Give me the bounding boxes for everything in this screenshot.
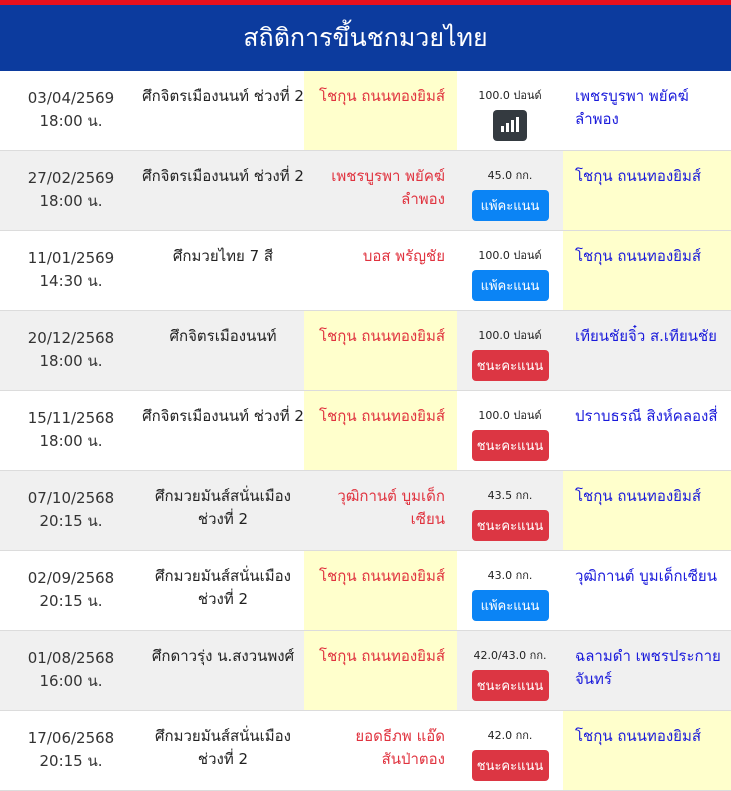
fight-result	[457, 711, 563, 790]
time-text: 18:00 น.	[39, 352, 103, 370]
page-title: สถิติการขึ้นชกมวยไทย	[243, 23, 488, 52]
blue-corner-fighter[interactable]: เทียนชัยจิ๋ว ส.เทียนชัย	[575, 327, 717, 345]
result-badge[interactable]: แพ้คะแนน	[472, 270, 549, 301]
fight-row	[0, 151, 731, 231]
event-name: ศึกจิตรเมืองนนท์ ช่วงที่ 2	[142, 407, 304, 425]
fight-date	[0, 231, 142, 310]
red-corner-fighter[interactable]: ยอดธีภพ แอ๊ดสันป่าตอง	[355, 727, 445, 768]
result-badge[interactable]: ชนะคะแนน	[472, 750, 549, 781]
fight-row	[0, 631, 731, 711]
result-badge[interactable]: ชนะคะแนน	[472, 430, 549, 461]
weight-class: 43.0 กก.	[487, 569, 533, 582]
date-text: 27/02/2569	[27, 169, 115, 187]
fight-date	[0, 551, 142, 630]
fight-result	[457, 551, 563, 630]
event-name: ศึกจิตรเมืองนนท์	[169, 327, 277, 345]
red-corner-fighter[interactable]: โชกุน ถนนทองยิมส์	[304, 551, 457, 630]
fight-row	[0, 391, 731, 471]
time-text: 20:15 น.	[39, 752, 103, 770]
fight-date	[0, 391, 142, 470]
fight-date	[0, 711, 142, 790]
red-corner-fighter[interactable]: โชกุน ถนนทองยิมส์	[304, 631, 457, 710]
fight-result	[457, 391, 563, 470]
event-name: ศึกมวยมันส์สนั่นเมือง ช่วงที่ 2	[154, 487, 291, 528]
time-text: 18:00 น.	[39, 192, 103, 210]
fight-result	[457, 151, 563, 230]
date-text: 02/09/2568	[27, 569, 115, 587]
time-text: 20:15 น.	[39, 512, 103, 530]
red-corner-fighter[interactable]: โชกุน ถนนทองยิมส์	[304, 391, 457, 470]
event-name: ศึกมวยมันส์สนั่นเมือง ช่วงที่ 2	[154, 567, 291, 608]
fight-row	[0, 471, 731, 551]
event-name: ศึกมวยไทย 7 สี	[172, 247, 274, 265]
blue-corner-fighter[interactable]: ปราบธรณี สิงห์คลองสี่	[575, 407, 718, 425]
fight-result	[457, 231, 563, 310]
weight-class: 42.0 กก.	[487, 729, 533, 742]
time-text: 20:15 น.	[39, 592, 103, 610]
blue-corner-fighter[interactable]: โชกุน ถนนทองยิมส์	[563, 471, 731, 550]
fight-row	[0, 311, 731, 391]
red-corner-fighter[interactable]: โชกุน ถนนทองยิมส์	[304, 71, 457, 150]
fight-date	[0, 71, 142, 150]
date-text: 15/11/2568	[27, 409, 115, 427]
blue-corner-fighter[interactable]: ฉลามดำ เพชรประกายจันทร์	[575, 647, 721, 688]
red-corner-fighter[interactable]: โชกุน ถนนทองยิมส์	[304, 311, 457, 390]
result-badge[interactable]: ชนะคะแนน	[472, 510, 549, 541]
weight-class: 45.0 กก.	[487, 169, 533, 182]
fight-date	[0, 151, 142, 230]
date-text: 07/10/2568	[27, 489, 115, 507]
fight-result	[457, 631, 563, 710]
event-name: ศึกจิตรเมืองนนท์ ช่วงที่ 2	[142, 87, 304, 105]
date-text: 20/12/2568	[27, 329, 115, 347]
fight-row	[0, 231, 731, 311]
blue-corner-fighter[interactable]: โชกุน ถนนทองยิมส์	[563, 151, 731, 230]
weight-class: 100.0 ปอนด์	[478, 329, 542, 342]
event-name: ศึกดาวรุ่ง น.สงวนพงศ์	[151, 647, 295, 665]
fight-history-table	[0, 71, 731, 791]
time-text: 18:00 น.	[39, 112, 103, 130]
result-badge[interactable]: ชนะคะแนน	[472, 670, 549, 701]
result-badge[interactable]: แพ้คะแนน	[472, 590, 549, 621]
fight-row	[0, 551, 731, 631]
weight-class: 100.0 ปอนด์	[478, 409, 542, 422]
fight-result	[457, 311, 563, 390]
weight-class: 42.0/43.0 กก.	[473, 649, 547, 662]
time-text: 16:00 น.	[39, 672, 103, 690]
date-text: 17/06/2568	[27, 729, 115, 747]
blue-corner-fighter[interactable]: โชกุน ถนนทองยิมส์	[563, 711, 731, 790]
weight-class: 100.0 ปอนด์	[478, 89, 542, 102]
red-corner-fighter[interactable]: บอส พรัญชัย	[362, 247, 445, 265]
result-badge[interactable]: ชนะคะแนน	[472, 350, 549, 381]
blue-corner-fighter[interactable]: โชกุน ถนนทองยิมส์	[563, 231, 731, 310]
time-text: 18:00 น.	[39, 432, 103, 450]
fight-date	[0, 631, 142, 710]
red-corner-fighter[interactable]: วุฒิกานต์ บูมเด็กเซียน	[337, 487, 445, 528]
blue-corner-fighter[interactable]: วุฒิกานต์ บูมเด็กเซียน	[575, 567, 717, 585]
fight-row	[0, 711, 731, 791]
fight-date	[0, 311, 142, 390]
fight-result	[457, 71, 563, 150]
result-badge[interactable]: แพ้คะแนน	[472, 190, 549, 221]
page-header	[0, 5, 731, 71]
stats-chart-icon[interactable]	[493, 110, 527, 141]
red-corner-fighter[interactable]: เพชรบูรพา พยัคฆ์ลำพอง	[331, 167, 445, 208]
fight-date	[0, 471, 142, 550]
fight-row	[0, 71, 731, 151]
date-text: 11/01/2569	[27, 249, 115, 267]
event-name: ศึกมวยมันส์สนั่นเมือง ช่วงที่ 2	[154, 727, 291, 768]
date-text: 03/04/2569	[27, 89, 115, 107]
blue-corner-fighter[interactable]: เพชรบูรพา พยัคฆ์ลำพอง	[575, 87, 689, 128]
time-text: 14:30 น.	[39, 272, 103, 290]
fight-result	[457, 471, 563, 550]
date-text: 01/08/2568	[27, 649, 115, 667]
event-name: ศึกจิตรเมืองนนท์ ช่วงที่ 2	[142, 167, 304, 185]
weight-class: 43.5 กก.	[487, 489, 533, 502]
weight-class: 100.0 ปอนด์	[478, 249, 542, 262]
